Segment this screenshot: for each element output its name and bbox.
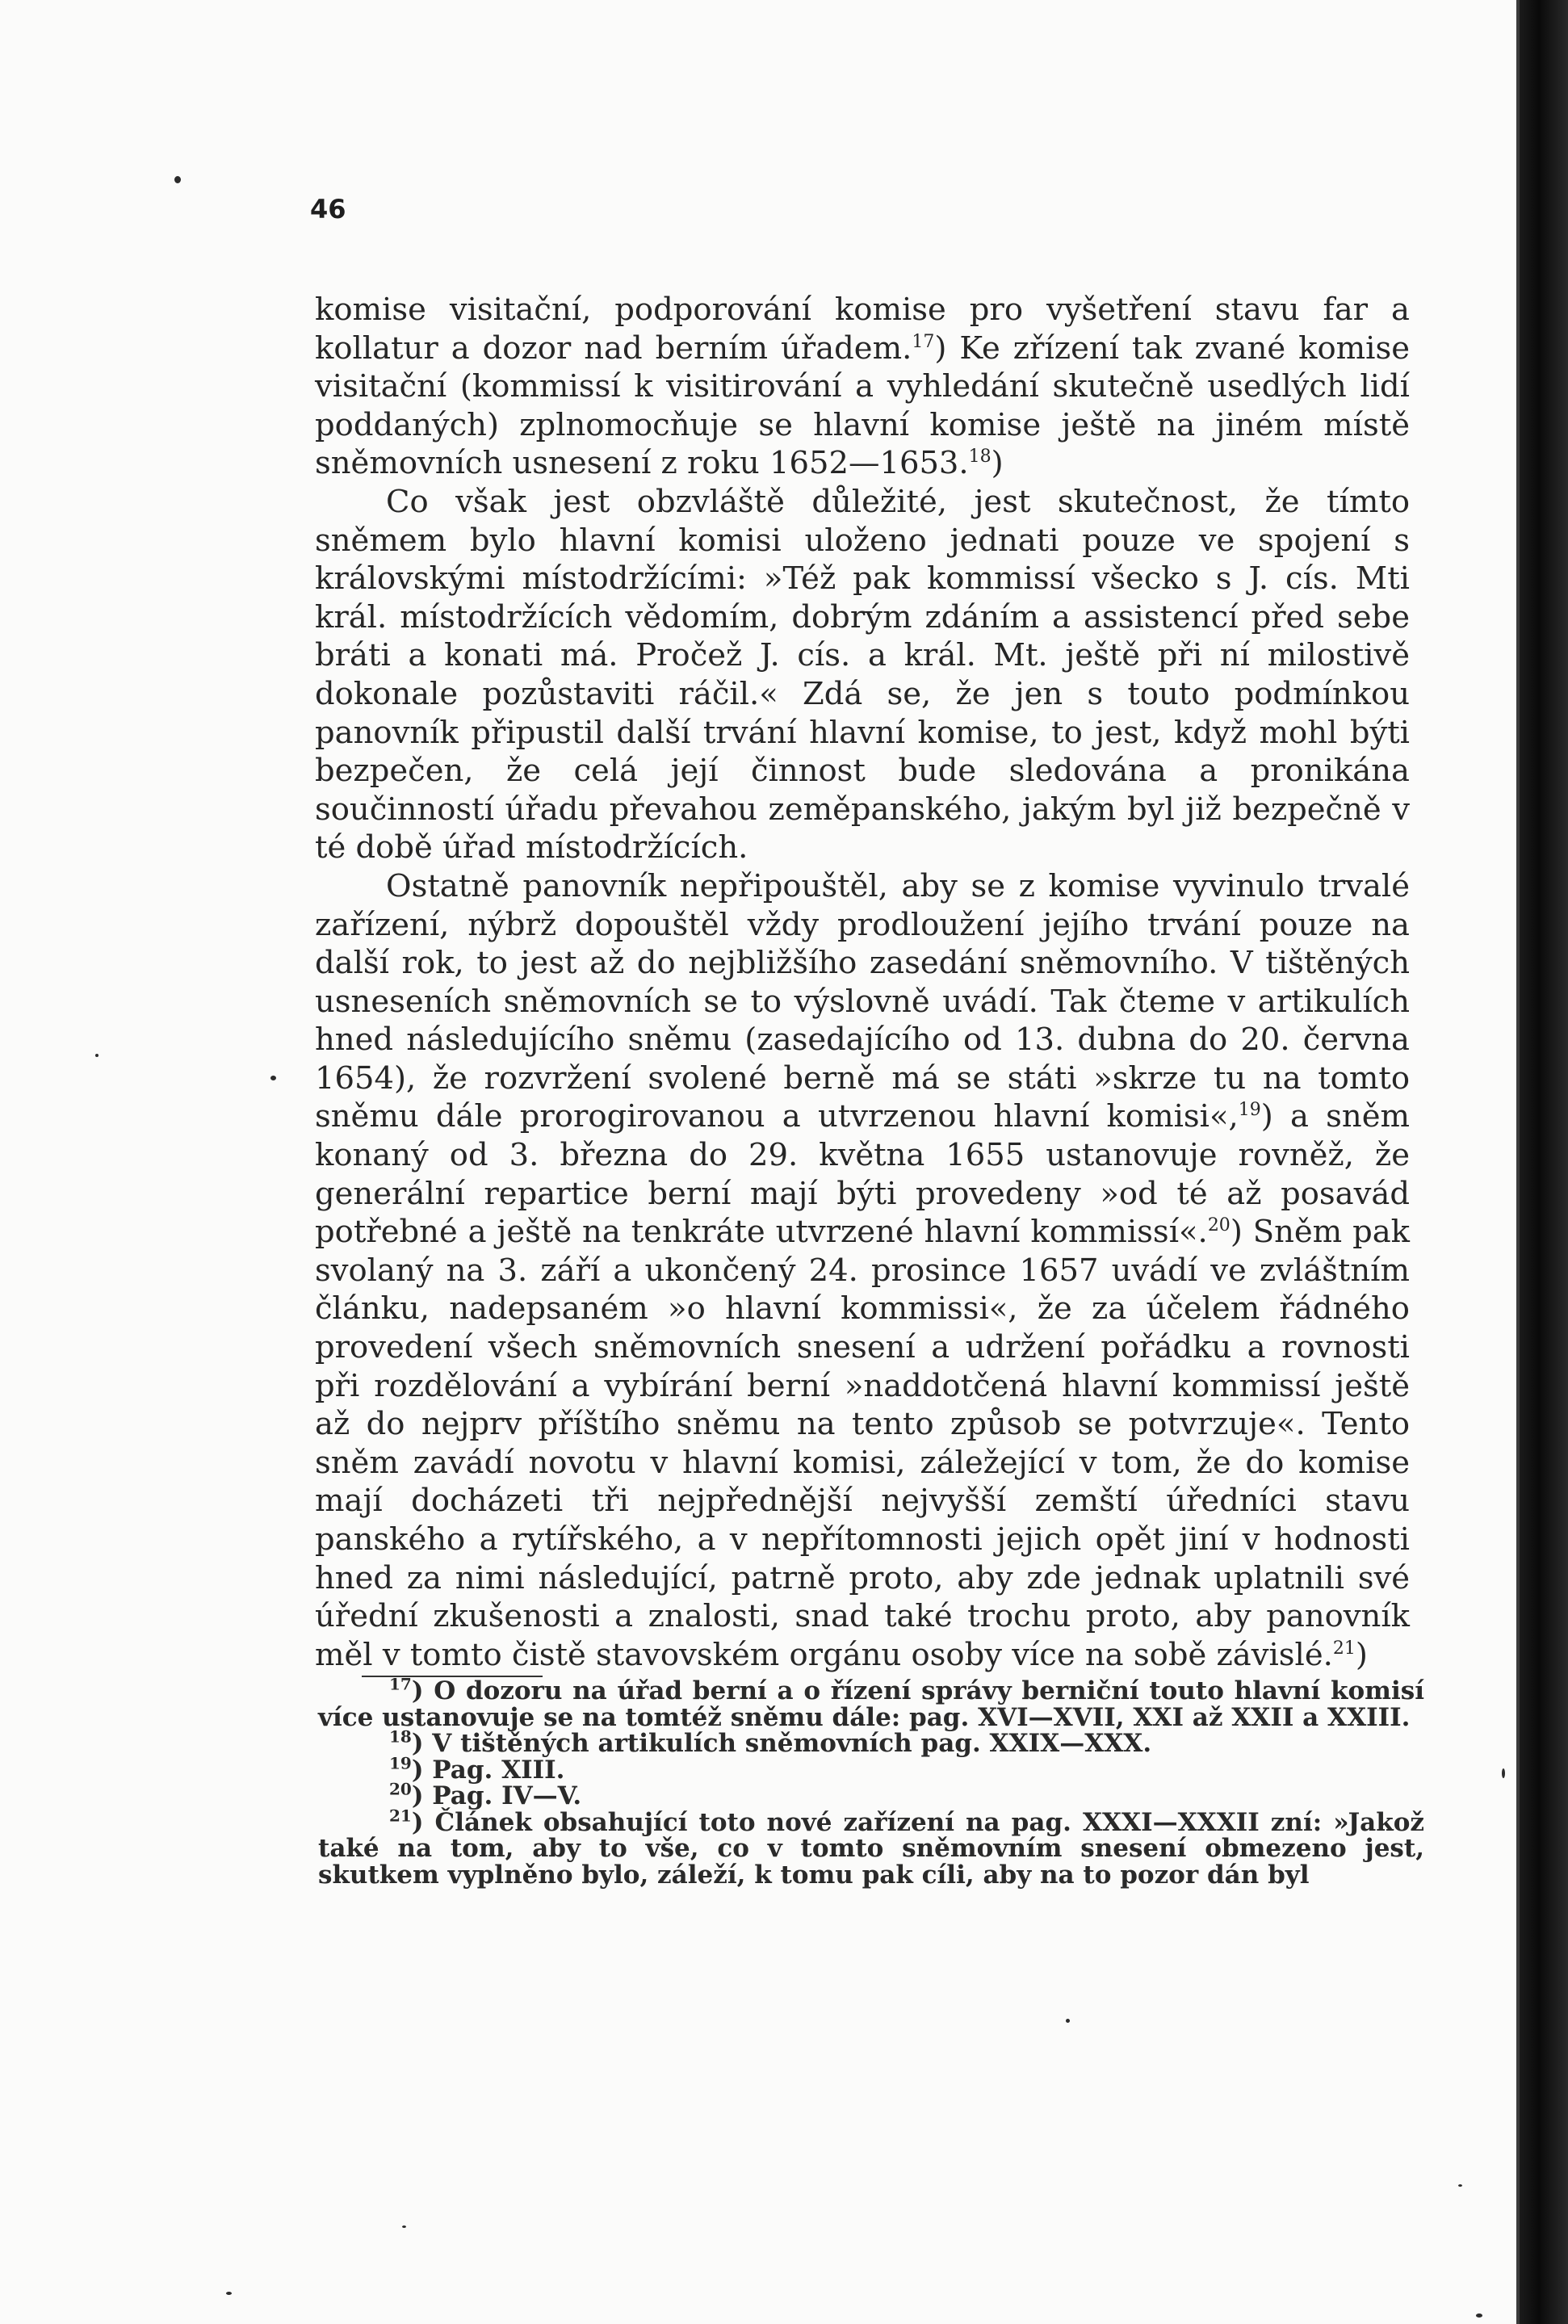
footnote-text: ) Pag. IV—V.	[411, 1781, 582, 1810]
scan-speck	[226, 2292, 232, 2295]
footnote-text: ) Pag. XIII.	[411, 1755, 565, 1785]
scan-speck	[270, 1076, 276, 1080]
footnote-text: ) Článek obsahující toto nové zařízení na pag. XXXI—XXXII zní: »Jakož také na tom, aby to vše, co v tomto sněmovním snesení obmezeno jest, skutkem vyplněno bylo, záleží, k tomu pak cíli, aby na to pozor dán byl	[318, 1807, 1424, 1890]
footnote-21	[318, 1806, 1424, 1890]
footnote-ref-20: 20	[1207, 1215, 1231, 1236]
main-text	[315, 291, 1410, 1674]
footnote-mark: 20	[389, 1779, 412, 1799]
footnote-ref-18: 18	[968, 447, 992, 468]
footnote-text: ) O dozoru na úřad berní a o řízení správy berniční touto hlavní komisí více ustanovuje se na tomtéž sněmu dále: pag. XVI—XVII, XXI až XXII a XXIII.	[318, 1676, 1424, 1732]
paragraph-3	[315, 867, 1410, 1674]
footnote-ref-17: 17	[912, 331, 935, 352]
footnote-18	[318, 1726, 1424, 1758]
scan-speck	[1476, 2314, 1482, 2318]
footnote-19	[318, 1753, 1424, 1785]
paragraph-1-text-c: )	[991, 445, 1004, 482]
scan-speck	[174, 176, 181, 183]
paragraph-1	[315, 291, 1410, 483]
footnote-mark: 18	[389, 1726, 412, 1747]
paragraph-1-text-b: ) Ke zřízení tak zvané komise visitační (kommissí k visitirování a vyhledání skutečně usedlých lidí poddaných) zplnomocňuje se hlavní komise ještě na jiném místě sněmovních usnesení z roku 1652—1653.	[315, 329, 1410, 482]
paragraph-1-text-a: komise visitační, podporování komise pro vyšetření stavu far a kollatur a dozor nad berním úřadem.	[315, 292, 1410, 367]
footnote-17	[318, 1674, 1424, 1732]
footnotes	[318, 1674, 1424, 1890]
paragraph-2	[315, 483, 1410, 867]
scan-speck	[402, 2225, 406, 2228]
page-number: 46	[310, 194, 346, 224]
paragraph-3-text-b: ) a sněm konaný od 3. března do 29. května 1655 ustanovuje rovněž, že generální repartice berní mají býti provedeny »od té až posavád potřebné a ještě na tenkráte utvrzené hlavní kommissí«.	[315, 1098, 1411, 1251]
footnote-text: ) V tištěných artikulích sněmovních pag. XXIX—XXX.	[411, 1729, 1152, 1758]
footnote-mark: 17	[389, 1674, 412, 1694]
paragraph-2-text: Co však jest obzvláště důležité, jest skutečnost, že tímto sněmem bylo hlavní komisi uloženo jednati pouze ve spojení s královskými místodržícími: »Též pak kommissí všecko s J. cís. Mti král. místodržících vědomím, dobrým zdáním a assistencí před sebe bráti a konati má. Pročež J. cís. a král. Mt. ještě při ní milostivě dokonale pozůstaviti ráčil.« Zdá se, že jen s touto podmínkou panovník připustil další trvání hlavní komise, to jest, když mohl býti bezpečen, že celá její činnost bude sledována a pronikána součinností úřadu převahou zeměpanského, jakým byl již bezpečně v té době úřad místodržících.	[315, 483, 1410, 866]
footnote-ref-21: 21	[1332, 1638, 1356, 1659]
footnote-mark: 19	[389, 1753, 412, 1773]
scan-border	[1520, 0, 1568, 2324]
paragraph-3-text-c: ) Sněm pak svolaný na 3. září a ukončený 24. prosince 1657 uvádí ve zvláštním článku, nadepsaném »o hlavní kommissi«, že za účelem řádného provedení všech sněmovních snesení a udržení pořádku a rovnosti při rozdělování a vybírání berní »naddotčená hlavní kommissí ještě až do nejprv příštího sněmu na tento způsob se potvrzuje«. Tento sněm zavádí novotu v hlavní komisi, záležející v tom, že do komise mají docházeti tři nejpřednější nejvyšší zemští úředníci stavu panského a rytířského, a v nepřítomnosti jejich opět jiní v hodnosti hned za nimi následující, patrně proto, aby zde jednak uplatnili své úřední zkušenosti a znalosti, snad také trochu proto, aby panovník měl v tomto čistě stavovském orgánu osoby více na sobě závislé.	[315, 1214, 1410, 1673]
paragraph-3-text-d: )	[1355, 1636, 1368, 1673]
footnote-20	[318, 1779, 1424, 1810]
scan-speck	[1502, 1768, 1505, 1778]
scan-speck	[95, 1054, 99, 1057]
paragraph-3-text-a: Ostatně panovník nepřipouštěl, aby se z komise vyvinulo trvalé zařízení, nýbrž dopouštěl vždy prodloužení jejího trvání pouze na další rok, to jest až do nejbližšího zasedání sněmovního. V tištěných usneseních sněmovních se to výslovně uvádí. Tak čteme v artikulích hned následujícího sněmu (zasedajícího od 13. dubna do 20. června 1654), že rozvržení svolené berně má se státi »skrze tu na tomto sněmu dále prorogirovanou a utvrzenou hlavní komisi«,	[315, 867, 1410, 1135]
scan-speck	[1458, 2184, 1462, 2187]
footnote-mark: 21	[389, 1806, 412, 1826]
scan-speck	[1066, 2019, 1070, 2023]
footnote-ref-19: 19	[1238, 1100, 1261, 1121]
